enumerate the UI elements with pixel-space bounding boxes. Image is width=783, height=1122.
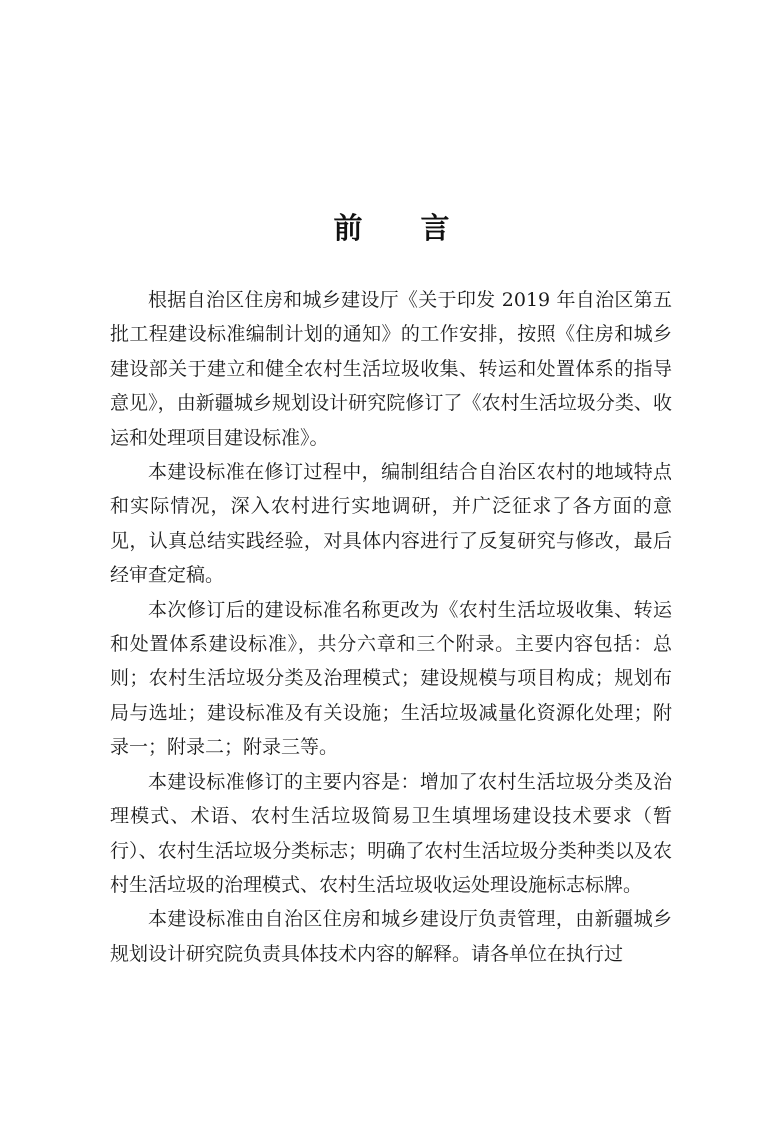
page-title: 前言 xyxy=(333,211,508,245)
paragraph-2: 本建设标准在修订过程中，编制组结合自治区农村的地域特点和实际情况，深入农村进行实地调研，并广泛征求了各方面的意见，认真总结实践经验，对具体内容进行了反复研究与修改，最后经审查定稿。 xyxy=(110,461,672,587)
paragraph-5: 本建设标准由自治区住房和城乡建设厅负责管理，由新疆城乡规划设计研究院负责具体技术内容的解释。请各单位在执行过 xyxy=(110,908,672,965)
paragraph-3: 本次修订后的建设标准名称更改为《农村生活垃圾收集、转运和处置体系建设标准》，共分六章和三个附录。主要内容包括：总则；农村生活垃圾分类及治理模式；建设规模与项目构成；规划布局与选址；建设标准及有关设施；生活垃圾减量化资源化处理；附录一；附录二；附录三等。 xyxy=(110,598,672,759)
paragraph-4: 本建设标准修订的主要内容是：增加了农村生活垃圾分类及治理模式、术语、农村生活垃圾简易卫生填埋场建设技术要求（暂行）、农村生活垃圾分类标志；明确了农村生活垃圾分类种类以及农村生活垃圾的治理模式、农村生活垃圾收运处理设施标志标牌。 xyxy=(110,770,672,896)
paragraph-1: 根据自治区住房和城乡建设厅《关于印发 2019 年自治区第五批工程建设标准编制计划的通知》的工作安排，按照《住房和城乡建设部关于建立和健全农村生活垃圾收集、转运和处置体系的指导意见》，由新疆城乡规划设计研究院修订了《农村生活垃圾分类、收运和处理项目建设标准》。 xyxy=(110,289,672,449)
body-text xyxy=(110,283,672,971)
